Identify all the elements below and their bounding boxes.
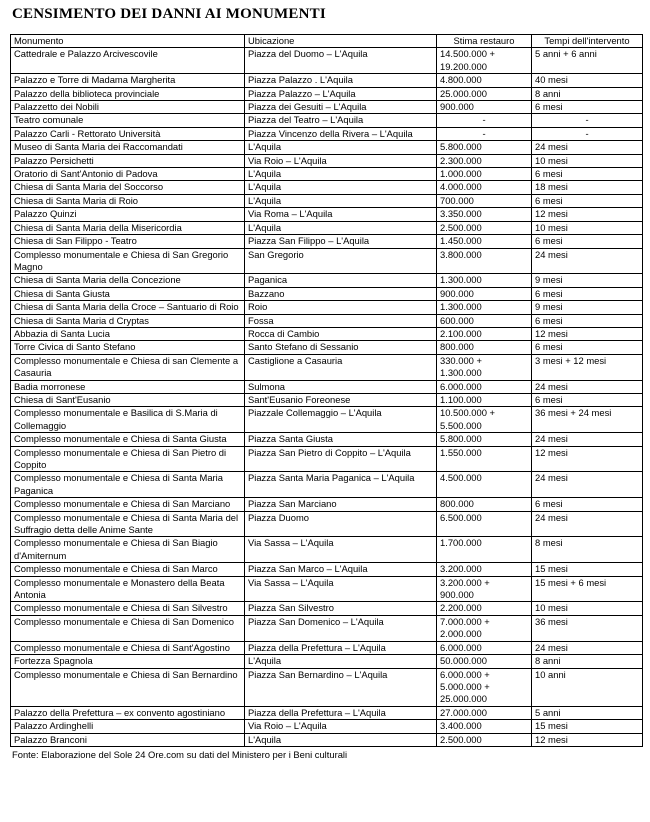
stima-value: 2.300.000 bbox=[440, 154, 482, 166]
cell-monumento: Complesso monumentale e Chiesa di Santa Maria Paganica bbox=[11, 472, 245, 498]
cell-monumento: Chiesa di Santa Maria di Roio bbox=[11, 194, 245, 207]
stima-value: 2.500.000 bbox=[440, 221, 482, 233]
cell-tempi-intervento: 6 mesi bbox=[532, 168, 643, 181]
damage-census-table bbox=[10, 34, 643, 747]
cell-stima-restauro bbox=[437, 181, 532, 194]
stima-value: 25.000.000 bbox=[440, 87, 487, 99]
cell-tempi-intervento: 24 mesi bbox=[532, 433, 643, 446]
cell-tempi-intervento: 6 mesi bbox=[532, 314, 643, 327]
cell-ubicazione: San Gregorio bbox=[245, 248, 437, 274]
cell-stima-restauro bbox=[437, 563, 532, 576]
table-row bbox=[11, 341, 643, 354]
cell-tempi-intervento: 6 mesi bbox=[532, 393, 643, 406]
stima-value: 900.000 bbox=[440, 101, 474, 113]
table-row bbox=[11, 380, 643, 393]
cell-tempi-intervento: 24 mesi bbox=[532, 380, 643, 393]
stima-value: 600.000 bbox=[440, 314, 474, 326]
cell-tempi-intervento: 24 mesi bbox=[532, 511, 643, 537]
cell-stima-restauro bbox=[437, 706, 532, 719]
table-row bbox=[11, 433, 643, 446]
table-row bbox=[11, 354, 643, 380]
table-row bbox=[11, 706, 643, 719]
cell-monumento: Complesso monumentale e Chiesa di San Marciano bbox=[11, 498, 245, 511]
stima-value: 330.000 + bbox=[440, 354, 482, 366]
cell-stima-restauro bbox=[437, 208, 532, 221]
cell-tempi-intervento: 24 mesi bbox=[532, 248, 643, 274]
cell-tempi-intervento: 24 mesi bbox=[532, 472, 643, 498]
stima-value: 1.000.000 bbox=[440, 168, 482, 180]
cell-stima-restauro bbox=[437, 141, 532, 154]
cell-monumento: Palazzo della Prefettura – ex convento agostiniano bbox=[11, 706, 245, 719]
stima-value: 1.300.000 bbox=[440, 367, 482, 379]
stima-value: 10.500.000 + bbox=[440, 407, 496, 419]
cell-tempi-intervento: - bbox=[532, 127, 643, 140]
cell-stima-restauro bbox=[437, 655, 532, 668]
stima-value: 25.000.000 bbox=[440, 693, 487, 705]
cell-ubicazione: Fossa bbox=[245, 314, 437, 327]
table-row bbox=[11, 720, 643, 733]
cell-stima-restauro bbox=[437, 74, 532, 87]
stima-value: 3.400.000 bbox=[440, 720, 482, 732]
cell-tempi-intervento: 15 mesi bbox=[532, 720, 643, 733]
table-row bbox=[11, 208, 643, 221]
cell-tempi-intervento: 10 mesi bbox=[532, 602, 643, 615]
cell-monumento: Complesso monumentale e Chiesa di San Pietro di Coppito bbox=[11, 446, 245, 472]
cell-monumento: Complesso monumentale e Chiesa di Santa Maria del Suffragio detta delle Anime Sante bbox=[11, 511, 245, 537]
cell-stima-restauro bbox=[437, 641, 532, 654]
cell-stima-restauro bbox=[437, 615, 532, 641]
cell-ubicazione: Piazza San Pietro di Coppito – L'Aquila bbox=[245, 446, 437, 472]
table-row bbox=[11, 154, 643, 167]
table-row bbox=[11, 194, 643, 207]
cell-ubicazione: Via Roio – L'Aquila bbox=[245, 720, 437, 733]
cell-stima-restauro bbox=[437, 393, 532, 406]
table-row bbox=[11, 168, 643, 181]
cell-stima-restauro bbox=[437, 87, 532, 100]
cell-monumento: Palazzo della biblioteca provinciale bbox=[11, 87, 245, 100]
stima-value: 14.500.000 + bbox=[440, 48, 496, 60]
stima-value: 5.800.000 bbox=[440, 433, 482, 445]
stima-value: 5.500.000 bbox=[440, 419, 482, 431]
cell-monumento: Chiesa di Santa Maria della Concezione bbox=[11, 274, 245, 287]
table-row bbox=[11, 615, 643, 641]
cell-stima-restauro bbox=[437, 380, 532, 393]
stima-value: 1.450.000 bbox=[440, 235, 482, 247]
stima-value: 6.000.000 bbox=[440, 380, 482, 392]
table-row bbox=[11, 87, 643, 100]
cell-tempi-intervento: 15 mesi bbox=[532, 563, 643, 576]
table-row bbox=[11, 327, 643, 340]
cell-monumento: Palazzo Persichetti bbox=[11, 154, 245, 167]
cell-tempi-intervento: 6 mesi bbox=[532, 194, 643, 207]
table-row bbox=[11, 141, 643, 154]
cell-stima-restauro bbox=[437, 48, 532, 74]
stima-value: 800.000 bbox=[440, 498, 474, 510]
stima-value: 19.200.000 bbox=[440, 60, 487, 72]
cell-stima-restauro bbox=[437, 498, 532, 511]
cell-tempi-intervento: 12 mesi bbox=[532, 446, 643, 472]
cell-ubicazione: Piazza dei Gesuiti – L'Aquila bbox=[245, 101, 437, 114]
cell-monumento: Complesso monumentale e Chiesa di San Bernardino bbox=[11, 668, 245, 706]
cell-ubicazione: Via Roma – L'Aquila bbox=[245, 208, 437, 221]
cell-stima-restauro bbox=[437, 511, 532, 537]
cell-ubicazione: Sant'Eusanio Foreonese bbox=[245, 393, 437, 406]
stima-value: - bbox=[482, 114, 486, 126]
cell-monumento: Complesso monumentale e Chiesa di San Gregorio Magno bbox=[11, 248, 245, 274]
table-row bbox=[11, 733, 643, 746]
stima-value: 800.000 bbox=[440, 341, 474, 353]
stima-value: 900.000 bbox=[440, 287, 474, 299]
cell-tempi-intervento: 36 mesi bbox=[532, 615, 643, 641]
table-row bbox=[11, 472, 643, 498]
cell-monumento: Complesso monumentale e Chiesa di Santa Giusta bbox=[11, 433, 245, 446]
cell-stima-restauro bbox=[437, 472, 532, 498]
cell-tempi-intervento: 24 mesi bbox=[532, 641, 643, 654]
cell-ubicazione: Piazza San Marciano bbox=[245, 498, 437, 511]
table-row bbox=[11, 641, 643, 654]
header-ubicazione: Ubicazione bbox=[245, 35, 437, 48]
cell-ubicazione: Via Sassa – L'Aquila bbox=[245, 537, 437, 563]
cell-stima-restauro bbox=[437, 433, 532, 446]
stima-value: 6.500.000 bbox=[440, 511, 482, 523]
cell-ubicazione: Bazzano bbox=[245, 287, 437, 300]
stima-value: 5.000.000 + bbox=[440, 680, 490, 692]
cell-ubicazione: Piazza della Prefettura – L'Aquila bbox=[245, 641, 437, 654]
stima-value: 2.100.000 bbox=[440, 327, 482, 339]
cell-monumento: Complesso monumentale e Basilica di S.Maria di Collemaggio bbox=[11, 407, 245, 433]
stima-value: 3.200.000 bbox=[440, 563, 482, 575]
cell-monumento: Palazzo Quinzi bbox=[11, 208, 245, 221]
cell-ubicazione: Piazza San Bernardino – L'Aquila bbox=[245, 668, 437, 706]
cell-stima-restauro bbox=[437, 407, 532, 433]
cell-monumento: Palazzo Carli - Rettorato Università bbox=[11, 127, 245, 140]
cell-monumento: Chiesa di Sant'Eusanio bbox=[11, 393, 245, 406]
cell-ubicazione: Piazza Santa Giusta bbox=[245, 433, 437, 446]
stima-value: 2.200.000 bbox=[440, 602, 482, 614]
stima-value: 1.700.000 bbox=[440, 537, 482, 549]
cell-tempi-intervento: 24 mesi bbox=[532, 141, 643, 154]
stima-value: 2.000.000 bbox=[440, 628, 482, 640]
header-monumento: Monumento bbox=[11, 35, 245, 48]
stima-value: 3.800.000 bbox=[440, 248, 482, 260]
table-row bbox=[11, 274, 643, 287]
cell-monumento: Chiesa di Santa Giusta bbox=[11, 287, 245, 300]
stima-value: 6.000.000 + bbox=[440, 668, 490, 680]
stima-value: 2.500.000 bbox=[440, 733, 482, 745]
cell-stima-restauro bbox=[437, 327, 532, 340]
cell-ubicazione: Piazza Vincenzo della Rivera – L'Aquila bbox=[245, 127, 437, 140]
cell-ubicazione: Piazza Duomo bbox=[245, 511, 437, 537]
cell-tempi-intervento: 6 mesi bbox=[532, 235, 643, 248]
cell-ubicazione: Piazza della Prefettura – L'Aquila bbox=[245, 706, 437, 719]
cell-stima-restauro bbox=[437, 446, 532, 472]
cell-tempi-intervento: 9 mesi bbox=[532, 274, 643, 287]
stima-value: 6.000.000 bbox=[440, 641, 482, 653]
cell-tempi-intervento: 10 anni bbox=[532, 668, 643, 706]
stima-value: 3.350.000 bbox=[440, 208, 482, 220]
table-row bbox=[11, 181, 643, 194]
cell-monumento: Museo di Santa Maria dei Raccomandati bbox=[11, 141, 245, 154]
table-row bbox=[11, 576, 643, 602]
cell-monumento: Cattedrale e Palazzo Arcivescovile bbox=[11, 48, 245, 74]
table-row bbox=[11, 235, 643, 248]
stima-value: 7.000.000 + bbox=[440, 615, 490, 627]
cell-stima-restauro bbox=[437, 301, 532, 314]
cell-tempi-intervento: 10 mesi bbox=[532, 154, 643, 167]
cell-stima-restauro bbox=[437, 274, 532, 287]
cell-ubicazione: Roio bbox=[245, 301, 437, 314]
cell-ubicazione: Paganica bbox=[245, 274, 437, 287]
cell-stima-restauro bbox=[437, 101, 532, 114]
cell-tempi-intervento: 12 mesi bbox=[532, 208, 643, 221]
cell-stima-restauro bbox=[437, 341, 532, 354]
cell-monumento: Torre Civica di Santo Stefano bbox=[11, 341, 245, 354]
cell-tempi-intervento: 40 mesi bbox=[532, 74, 643, 87]
table-row bbox=[11, 101, 643, 114]
cell-tempi-intervento: 6 mesi bbox=[532, 287, 643, 300]
cell-ubicazione: Castiglione a Casauria bbox=[245, 354, 437, 380]
cell-stima-restauro bbox=[437, 235, 532, 248]
stima-value: 1.300.000 bbox=[440, 274, 482, 286]
cell-tempi-intervento: 3 mesi + 12 mesi bbox=[532, 354, 643, 380]
table-row bbox=[11, 511, 643, 537]
cell-monumento: Teatro comunale bbox=[11, 114, 245, 127]
cell-tempi-intervento: 12 mesi bbox=[532, 733, 643, 746]
header-tempi-intervento: Tempi dell'intervento bbox=[532, 35, 643, 48]
stima-value: 1.100.000 bbox=[440, 393, 482, 405]
cell-monumento: Palazzo Ardinghelli bbox=[11, 720, 245, 733]
cell-monumento: Complesso monumentale e Chiesa di San Marco bbox=[11, 563, 245, 576]
cell-stima-restauro bbox=[437, 194, 532, 207]
cell-monumento: Palazzetto dei Nobili bbox=[11, 101, 245, 114]
cell-stima-restauro bbox=[437, 127, 532, 140]
page-title: CENSIMENTO DEI DANNI AI MONUMENTI bbox=[12, 6, 326, 22]
cell-ubicazione: L'Aquila bbox=[245, 181, 437, 194]
stima-value: 5.800.000 bbox=[440, 141, 482, 153]
table-row bbox=[11, 446, 643, 472]
stima-value: 50.000.000 bbox=[440, 655, 487, 667]
cell-ubicazione: Sulmona bbox=[245, 380, 437, 393]
table-row bbox=[11, 48, 643, 74]
cell-tempi-intervento: 12 mesi bbox=[532, 327, 643, 340]
cell-ubicazione: Piazza del Duomo – L'Aquila bbox=[245, 48, 437, 74]
cell-ubicazione: L'Aquila bbox=[245, 194, 437, 207]
cell-monumento: Chiesa di Santa Maria del Soccorso bbox=[11, 181, 245, 194]
cell-monumento: Chiesa di Santa Maria della Croce – Santuario di Roio bbox=[11, 301, 245, 314]
cell-ubicazione: L'Aquila bbox=[245, 733, 437, 746]
cell-ubicazione: L'Aquila bbox=[245, 168, 437, 181]
cell-stima-restauro bbox=[437, 248, 532, 274]
cell-ubicazione: Via Roio – L'Aquila bbox=[245, 154, 437, 167]
cell-tempi-intervento: 5 anni bbox=[532, 706, 643, 719]
stima-value: - bbox=[482, 127, 486, 139]
stima-value: 900.000 bbox=[440, 589, 474, 601]
cell-tempi-intervento: 18 mesi bbox=[532, 181, 643, 194]
cell-monumento: Complesso monumentale e Chiesa di San Domenico bbox=[11, 615, 245, 641]
cell-ubicazione: Rocca di Cambio bbox=[245, 327, 437, 340]
cell-monumento: Chiesa di Santa Maria d Cryptas bbox=[11, 314, 245, 327]
cell-tempi-intervento: 15 mesi + 6 mesi bbox=[532, 576, 643, 602]
cell-stima-restauro bbox=[437, 287, 532, 300]
table-row bbox=[11, 407, 643, 433]
table-row bbox=[11, 498, 643, 511]
cell-ubicazione: Piazza San Silvestro bbox=[245, 602, 437, 615]
cell-ubicazione: L'Aquila bbox=[245, 221, 437, 234]
cell-monumento: Badia morronese bbox=[11, 380, 245, 393]
cell-monumento: Palazzo Branconi bbox=[11, 733, 245, 746]
cell-tempi-intervento: 36 mesi + 24 mesi bbox=[532, 407, 643, 433]
cell-stima-restauro bbox=[437, 537, 532, 563]
cell-stima-restauro bbox=[437, 114, 532, 127]
cell-monumento: Complesso monumentale e Chiesa di San Silvestro bbox=[11, 602, 245, 615]
table-row bbox=[11, 602, 643, 615]
cell-ubicazione: Piazza San Domenico – L'Aquila bbox=[245, 615, 437, 641]
cell-ubicazione: Piazza San Marco – L'Aquila bbox=[245, 563, 437, 576]
document-page bbox=[10, 5, 642, 761]
cell-monumento: Complesso monumentale e Chiesa di san Clemente a Casauria bbox=[11, 354, 245, 380]
cell-monumento: Abbazia di Santa Lucia bbox=[11, 327, 245, 340]
cell-monumento: Complesso monumentale e Chiesa di Sant'Agostino bbox=[11, 641, 245, 654]
cell-monumento: Fortezza Spagnola bbox=[11, 655, 245, 668]
stima-value: 4.000.000 bbox=[440, 181, 482, 193]
cell-tempi-intervento: 6 mesi bbox=[532, 101, 643, 114]
cell-stima-restauro bbox=[437, 221, 532, 234]
cell-stima-restauro bbox=[437, 154, 532, 167]
cell-monumento: Oratorio di Sant'Antonio di Padova bbox=[11, 168, 245, 181]
cell-tempi-intervento: 8 mesi bbox=[532, 537, 643, 563]
stima-value: 3.200.000 + bbox=[440, 576, 490, 588]
table-row bbox=[11, 287, 643, 300]
cell-tempi-intervento: 6 mesi bbox=[532, 341, 643, 354]
cell-monumento: Palazzo e Torre di Madama Margherita bbox=[11, 74, 245, 87]
table-row bbox=[11, 127, 643, 140]
stima-value: 1.300.000 bbox=[440, 301, 482, 313]
stima-value: 4.500.000 bbox=[440, 472, 482, 484]
cell-ubicazione: Piazza Palazzo . L'Aquila bbox=[245, 74, 437, 87]
source-note: Fonte: Elaborazione del Sole 24 Ore.com su dati del Ministero per i Beni culturali bbox=[12, 748, 348, 760]
table-row bbox=[11, 393, 643, 406]
cell-ubicazione: Piazza Palazzo – L'Aquila bbox=[245, 87, 437, 100]
stima-value: 700.000 bbox=[440, 194, 474, 206]
cell-stima-restauro bbox=[437, 576, 532, 602]
cell-stima-restauro bbox=[437, 602, 532, 615]
cell-monumento: Complesso monumentale e Monastero della Beata Antonia bbox=[11, 576, 245, 602]
cell-tempi-intervento: 5 anni + 6 anni bbox=[532, 48, 643, 74]
cell-stima-restauro bbox=[437, 668, 532, 706]
table-row bbox=[11, 301, 643, 314]
table-header-row bbox=[11, 35, 643, 48]
cell-ubicazione: Piazza del Teatro – L'Aquila bbox=[245, 114, 437, 127]
table-row bbox=[11, 537, 643, 563]
table-row bbox=[11, 668, 643, 706]
table-row bbox=[11, 74, 643, 87]
header-stima-restauro: Stima restauro bbox=[437, 35, 532, 48]
cell-tempi-intervento: - bbox=[532, 114, 643, 127]
stima-value: 1.550.000 bbox=[440, 446, 482, 458]
cell-stima-restauro bbox=[437, 733, 532, 746]
cell-ubicazione: Piazza Santa Maria Paganica – L'Aquila bbox=[245, 472, 437, 498]
table-row bbox=[11, 314, 643, 327]
cell-tempi-intervento: 6 mesi bbox=[532, 498, 643, 511]
table-row bbox=[11, 655, 643, 668]
cell-ubicazione: Piazza San Filippo – L'Aquila bbox=[245, 235, 437, 248]
cell-stima-restauro bbox=[437, 720, 532, 733]
cell-monumento: Complesso monumentale e Chiesa di San Biagio d'Amiternum bbox=[11, 537, 245, 563]
table-row bbox=[11, 563, 643, 576]
cell-tempi-intervento: 8 anni bbox=[532, 655, 643, 668]
cell-stima-restauro bbox=[437, 168, 532, 181]
cell-tempi-intervento: 10 mesi bbox=[532, 221, 643, 234]
cell-monumento: Chiesa di San Filippo - Teatro bbox=[11, 235, 245, 248]
stima-value: 27.000.000 bbox=[440, 706, 487, 718]
cell-monumento: Chiesa di Santa Maria della Misericordia bbox=[11, 221, 245, 234]
table-row bbox=[11, 221, 643, 234]
cell-ubicazione: L'Aquila bbox=[245, 141, 437, 154]
stima-value: 4.800.000 bbox=[440, 74, 482, 86]
table-row bbox=[11, 114, 643, 127]
cell-ubicazione: Via Sassa – L'Aquila bbox=[245, 576, 437, 602]
table-row bbox=[11, 248, 643, 274]
table-body bbox=[11, 48, 643, 747]
cell-ubicazione: L'Aquila bbox=[245, 655, 437, 668]
cell-ubicazione: Santo Stefano di Sessanio bbox=[245, 341, 437, 354]
cell-stima-restauro bbox=[437, 354, 532, 380]
cell-ubicazione: Piazzale Collemaggio – L'Aquila bbox=[245, 407, 437, 433]
cell-tempi-intervento: 8 anni bbox=[532, 87, 643, 100]
cell-stima-restauro bbox=[437, 314, 532, 327]
cell-tempi-intervento: 9 mesi bbox=[532, 301, 643, 314]
